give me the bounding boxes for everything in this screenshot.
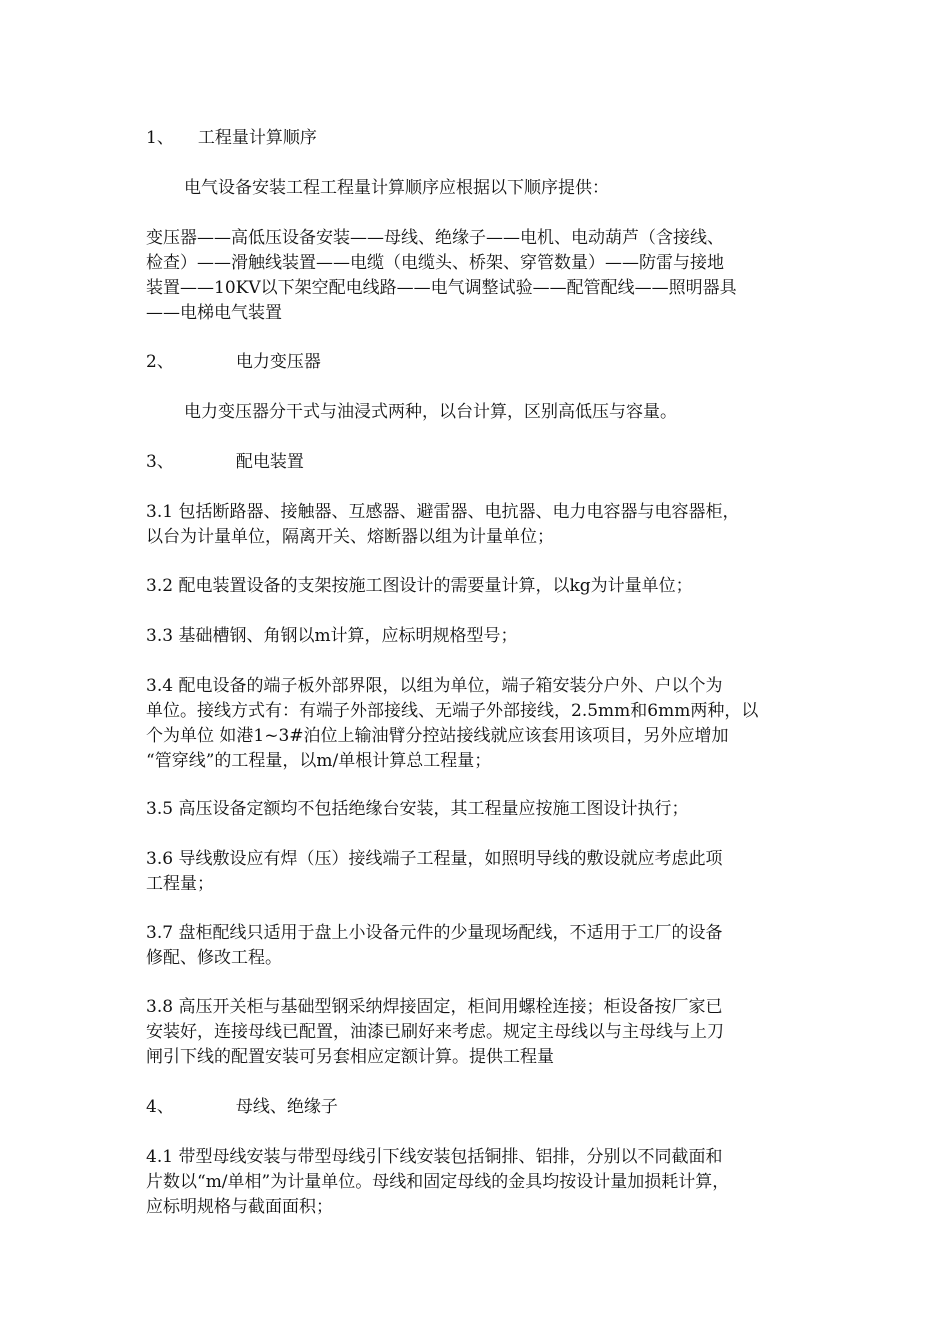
paragraph-line: “管穿线”的工程量，以m/单根计算总工程量；	[146, 751, 492, 771]
section-1-heading	[146, 126, 818, 151]
paragraph-line: 单位。接线方式有：有端子外部接线、无端子外部接线，2.5mm和6mm两种，以	[146, 701, 759, 721]
item-3-6	[146, 847, 818, 897]
paragraph-line: 工程量；	[146, 874, 214, 894]
section-title: 电力变压器	[235, 352, 321, 372]
section-4-heading	[146, 1095, 818, 1120]
section-2-body: 电力变压器分干式与油浸式两种，以台计算，区别高低压与容量。	[184, 402, 677, 422]
section-3-heading	[146, 450, 818, 475]
item-3-2	[146, 574, 818, 599]
section-number: 2、	[146, 352, 174, 372]
paragraph-line: 装置——10KV以下架空配电线路——电气调整试验——配管配线——照明器具	[146, 278, 737, 298]
paragraph-line: 应标明规格与截面面积；	[146, 1197, 333, 1217]
paragraph-line: 3.8 高压开关柜与基础型钢采纳焊接固定，柜间用螺栓连接；柜设备按厂家已	[146, 997, 723, 1017]
item-3-3	[146, 624, 818, 649]
item-3-4	[146, 674, 818, 774]
section-2-heading	[146, 350, 818, 375]
paragraph-line: 3.6 导线敷设应有焊（压）接线端子工程量，如照明导线的敷设就应考虑此项	[146, 849, 723, 869]
paragraph-line: 3.1 包括断路器、接触器、互感器、避雷器、电抗器、电力电容器与电容器柜，	[146, 502, 740, 522]
paragraph-line: 3.2 配电装置设备的支架按施工图设计的需要量计算，以kg为计量单位；	[146, 576, 693, 596]
paragraph-line: 3.4 配电设备的端子板外部界限，以组为单位，端子箱安装分户外、户以个为	[146, 676, 723, 696]
section-title: 母线、绝缘子	[235, 1097, 338, 1117]
item-3-1	[146, 500, 818, 550]
section-number: 3、	[146, 452, 174, 472]
paragraph-line: 闸引下线的配置安装可另套相应定额计算。提供工程量	[146, 1047, 554, 1067]
section-1-intro: 电气设备安装工程工程量计算顺序应根据以下顺序提供：	[184, 178, 609, 198]
paragraph-line: 变压器——高低压设备安装——母线、绝缘子——电机、电动葫芦（含接线、	[146, 228, 724, 248]
paragraph-line: 个为单位 如港1~3#泊位上输油臂分控站接线就应该套用该项目，另外应增加	[146, 726, 729, 746]
paragraph-line: 3.3 基础槽钢、角钢以m计算，应标明规格型号；	[146, 626, 518, 646]
item-3-7	[146, 921, 818, 971]
section-number: 4、	[146, 1097, 174, 1117]
paragraph-line: 3.7 盘柜配线只适用于盘上小设备元件的少量现场配线，不适用于工厂的设备	[146, 923, 723, 943]
paragraph-line: 3.5 高压设备定额均不包括绝缘台安装，其工程量应按施工图设计执行；	[146, 799, 689, 819]
paragraph-line: 检查）——滑触线装置——电缆（电缆头、桥架、穿管数量）——防雷与接地	[146, 253, 724, 273]
item-4-1	[146, 1145, 818, 1220]
paragraph-line: 以台为计量单位，隔离开关、熔断器以组为计量单位；	[146, 527, 554, 547]
section-number: 1、	[146, 128, 174, 148]
section-title: 工程量计算顺序	[197, 128, 317, 148]
item-3-8	[146, 995, 818, 1070]
paragraph-line: 安装好，连接母线已配置，油漆已刷好来考虑。规定主母线以与主母线与上刀	[146, 1022, 724, 1042]
paragraph-line: 4.1 带型母线安装与带型母线引下线安装包括铜排、铝排，分别以不同截面和	[146, 1147, 723, 1167]
item-3-5	[146, 797, 818, 822]
section-title: 配电装置	[235, 452, 304, 472]
paragraph-line: 片数以“m/单相”为计量单位。母线和固定母线的金具均按设计量加损耗计算，	[146, 1172, 730, 1192]
paragraph-line: ——电梯电气装置	[146, 303, 282, 323]
paragraph-line: 修配、修改工程。	[146, 948, 282, 968]
section-1-sequence	[146, 226, 818, 326]
